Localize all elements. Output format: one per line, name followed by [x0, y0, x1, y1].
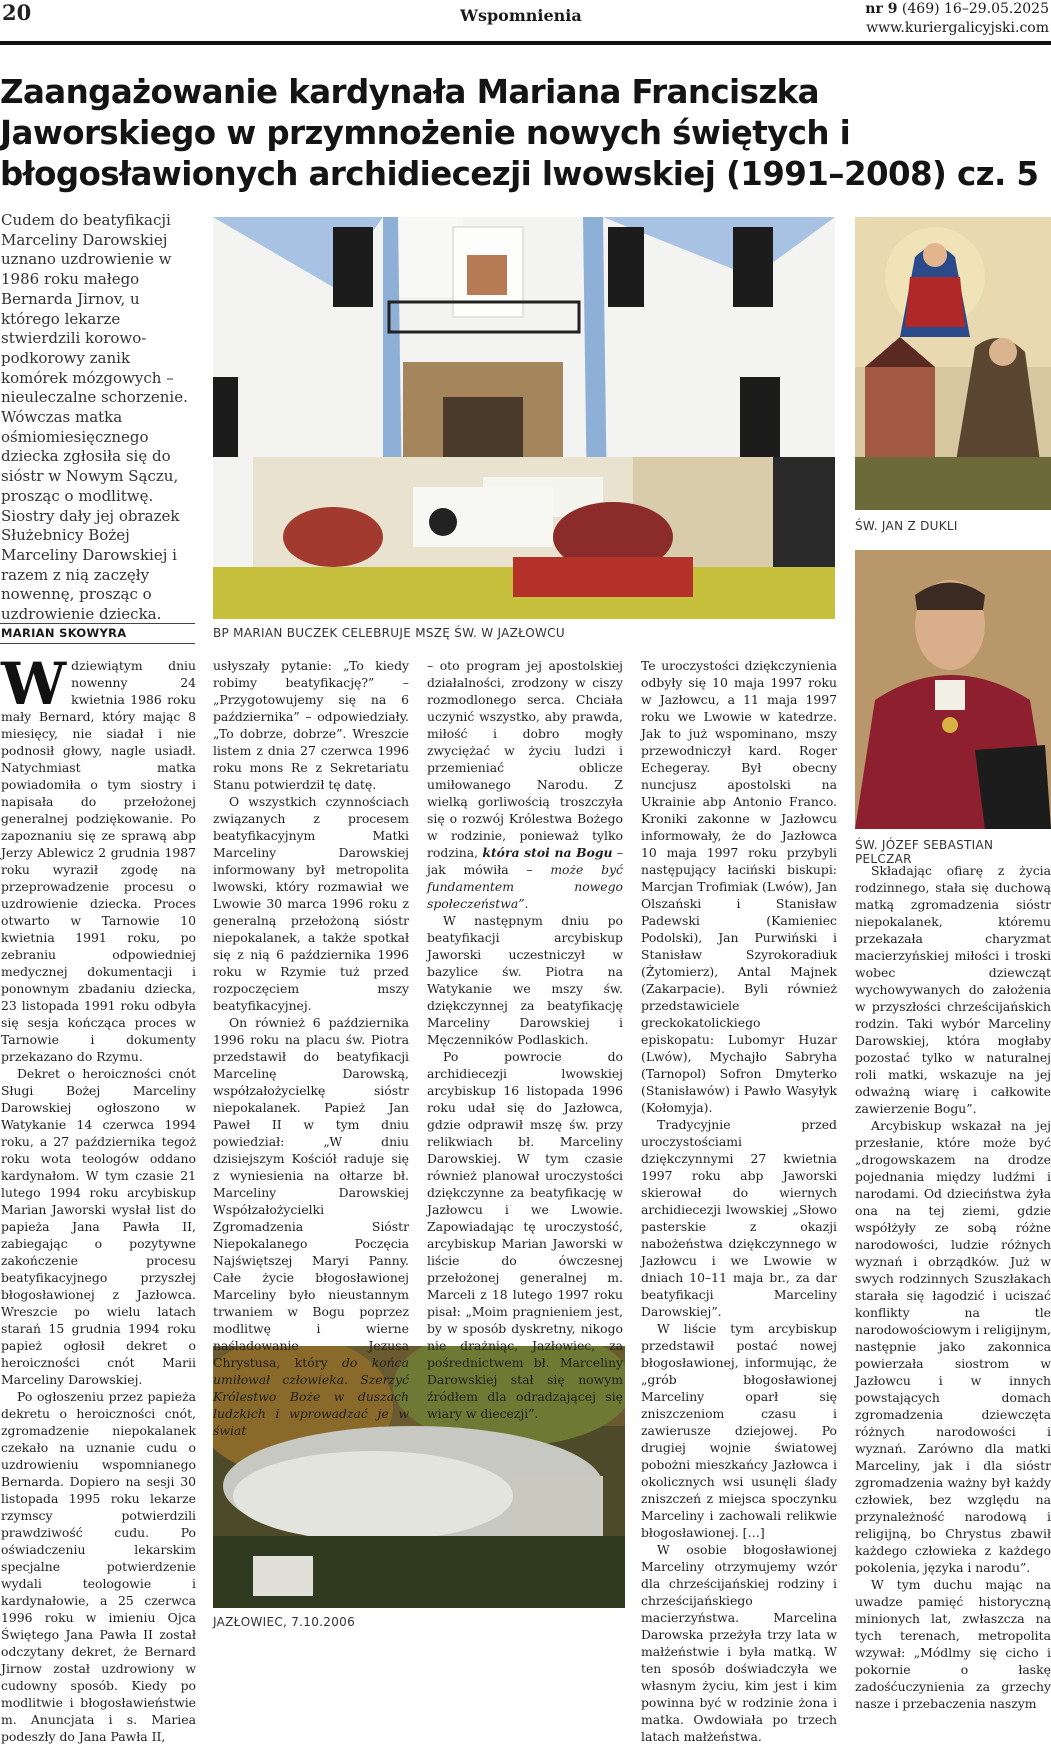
section-name: Wspomnienia — [460, 6, 582, 25]
main-photo-mass-jazlowiec — [213, 217, 835, 619]
photo-jan-z-dukli — [855, 217, 1051, 510]
website-link[interactable]: www.kuriergalicyjski.com — [866, 20, 1049, 36]
col3-paragraph-2: W następnym dniu po beatyfikacji arcybiskup Jaworski uczestniczył w bazylice św. Piotra na Watykanie we mszy św. dziękczynnej za beatyfikację Marceliny Darowskiej i Męczenników Podlaskich. — [427, 913, 623, 1047]
col3-quote-bold: która stoi na Bogu — [482, 845, 613, 860]
col1-paragraph-3: Po ogłoszeniu przez papieża dekretu o heroiczności cnót, zgromadzenie niepokalanek czekało na uznanie cudu o uzdrowieniu wspomnianego Bernarda. Dopiero na sesji 30 listopada 1995 roku lekarze rzymscy potwierdzili prawdziwość cudu. Po oświadczeniu lekarskim specjalne potwierdzenie wydali teologowie i kardynałowie, a 25 czerwca 1996 roku w imieniu Ojca Świętego Jana Pawła II został odczytany dekret, że Bernard Jirnow został uzdrowiony w cudowny sposób. Kiedy po modlitwie i błogosławieństwie m. Anuncjata i s. Mariea podeszły do Jana Pawła II, — [1, 1389, 196, 1744]
drop-cap: W — [1, 650, 67, 718]
header-rule — [0, 41, 1051, 45]
issue-info — [865, 0, 1049, 38]
issue-number: nr 9 — [865, 1, 898, 17]
caption-crowd-photo: JAZŁOWIEC, 7.10.2006 — [213, 1615, 356, 1629]
article-title: Zaangażowanie kardynała Mariana Franciszka Jaworskiego w przymnożenie nowych świętych i błogosławionych archidiecezji lwowskiej (1991–2008) cz. 5 — [0, 73, 1039, 193]
col4-paragraph-2: Tradycyjnie przed uroczystościami dziękczynnymi 27 kwietnia 1997 roku abp Jaworski skierował do wiernych archidiecezji lwowskiej „Słowo pasterskie z okazji nabożeństwa dziękczynnego w Jazłowcu i we Lwowie w dniach 10–11 maja br., za dar beatyfikacji Marceliny Darowskiej”. — [641, 1117, 837, 1319]
col5-paragraph-2: Arcybiskup wskazał na jej przesłanie, które może być „drogowskazem na drodze pojednania między ludźmi i narodami. Od dzieciństwa żyła ona na tej ziemi, gdzie współżyły ze sobą różne narodowości, ludzie różnych wyznań i obrządków. Już w swych rodzinnych Szuszłakach starała się łagodzić i uciszać konflikty na tle narodowościowym i religijnym, następnie jako zakonnica powierzała siostrom w Jazłowcu i w innych powstających domach zgromadzenia dziewczęta różnych narodowości i wyznań. Zarówno dla matki Marceliny, jak i dla sióstr zgromadzenia ważny był każdy człowiek, bez względu na przynależność narodową i religijną, bo Chrystus zbawił każdego człowieka z każdego pokolenia, języka i narodu”. — [855, 1118, 1051, 1575]
caption-jozef-pelczar: ŚW. JÓZEF SEBASTIAN PELCZAR — [855, 838, 994, 866]
col5-paragraph-1: Składając ofiarę z życia rodzinnego, stała się duchową matką zgromadzenia sióstr niepokalanek, któremu przekazała charyzmat macierzyńskiej miłości i troski wobec dziewcząt wychowywanych do założenia w przyszłości chrześcijańskich rodzin. Taki wybór Marceliny Darowskiej, która mogłaby pozostać tylko w naturalnej roli matki, wskazuje na jej odważną wiarę i całkowite zawierzenie Bogu”. — [855, 863, 1051, 1116]
body-column-4 — [641, 657, 837, 1745]
col5-paragraph-3: W tym duchu mając na uwadze pamięć historyczną minionych lat, zwłaszcza na tych terenach, metropolita wzywał: „Módlmy się cicho i pokornie o łaskę zadośćuczynienia za grzechy nasze i przebaczenia naszym — [855, 1577, 1051, 1711]
col3-paragraph-1-mid: – jak mówiła – — [427, 845, 623, 877]
painting-jan-z-dukli — [855, 217, 1051, 510]
col1-paragraph-2: Dekret o heroiczności cnót Sługi Bożej Marceliny Darowskiej ogłoszono w Watykanie 14 czerwca 1994 roku, a 27 października tegoż roku wota teologów oddano kardynałom. W tym czasie 21 lutego 1994 roku arcybiskup Marian Jaworski wysłał list do papieża Jana Pawła II, zabiegając o pozytywne zakończenie procesu beatyfikacyjnego przyszłej błogosławionej z Jazłowca. Wreszcie po wielu latach starań 15 grudnia 1994 roku papież ogłosił dekret o heroiczności cnót Marii Marceliny Darowskiej. — [1, 1066, 196, 1387]
col2-paragraph-3-italic: do końca umiłował człowieka. Szerzyć Królestwo Boże w duszach ludzkich i wprowadzać je w świat — [213, 1355, 409, 1438]
author-rule-top — [0, 623, 195, 624]
issue-dates: (469) 16–29.05.2025 — [897, 1, 1049, 17]
painting-jozef-pelczar — [855, 550, 1051, 829]
col1-paragraph-1: dziewiątym dniu nowenny 24 kwietnia 1986 roku mały Bernard, który mając 8 miesięcy, nie siadał i nie podnosił głowy, nagle usiadł. Natychmiast matka powiadomiła o tym siostry i napisała do przełożonej generalnej podziękowanie. Po zapoznaniu się ze sprawą abp Jerzy Ablewicz 2 grudnia 1987 roku wyraził zgodę na przeprowadzenie procesu o uzdrowienie dziecka. Proces otwarto w Tarnowie 10 kwietnia 1991 roku, po zebraniu odpowiedniej medycznej dokumentacji i ponownym zbadaniu dziecka, 23 listopada 1991 roku odbyła się sesja kończąca proces w Tarnowie i dokumenty przekazano do Rzymu. — [1, 658, 196, 1064]
article-lead: Cudem do beatyfikacji Marceliny Darowskiej uznano uzdrowienie w 1986 roku małego Bernarda Jirnov, u którego lekarze stwierdzili korowo-podkorowy zanik komórek mózgowych – nieuleczalne schorzenie. Wówczas matka ośmiomiesięcznego dziecka zgłosiła się do sióstr w Nowym Sączu, prosząc o modlitwę. Siostry dały jej obrazek Służebnicy Bożej Marceliny Darowskiej i razem z nią zaczęły nowennę, prosząc o uzdrowienie dziecka. — [1, 211, 188, 624]
col2-paragraph-3: On również 6 października 1996 roku na placu św. Piotra przedstawił do beatyfikacji Marcelinę Darowską, współzałożycielkę sióstr niepokalanek. Papież Jan Paweł II w tym dniu powiedział: „W dniu dzisiejszym Kościół raduje się z wyniesienia na ołtarze bł. Marceliny Darowskiej Współzałożycielki Zgromadzenia Sióstr Niepokalanego Poczęcia Najświętszej Maryi Panny. Całe życie błogosławionej Marceliny było nieustannym trwaniem w Bogu poprzez modlitwę i wierne naśladowanie Jezusa Chrystusa, który — [213, 1015, 409, 1370]
col4-paragraph-1: Te uroczystości dziękczynienia odbyły się 10 maja 1997 roku w Jazłowcu, a 11 maja 1997 roku we Lwowie w katedrze. Jak to już wspominano, mszy przewodniczył kard. Roger Echegeray. Był obecny nuncjusz apostolski na Ukrainie abp Antonio Franco. Kroniki zakonne w Jazłowcu informowały, że do Jazłowca 10 maja 1997 roku przybyli następujący łaciński biskupi: Marcjan Trofimiak (Lwów), Jan Olszański i Stanisław Padewski (Kamieniec Podolski), Jan Purwiński i Stanisław Szyrokoradiuk (Żytomierz), Antal Majnek (Zakarpacie). Byli również przedstawiciele greckokatolickiego episkopatu: Lubomyr Huzar (Lwów), Mychajło Sabryha (Tarnopol) Sofron Dmyterko (Stanisławów) i Pawło Wasyłyk (Kołomyja). — [641, 658, 837, 1115]
caption-main-photo: BP MARIAN BUCZEK CELEBRUJE MSZĘ ŚW. W JAZŁOWCU — [213, 626, 565, 640]
col2-paragraph-1: usłyszały pytanie: „To kiedy robimy beatyfikację?” – „Przygotowujemy się na 6 października” – odpowiedziały. „To dobrze, dobrze”. Wreszcie listem z dnia 27 czerwca 1996 roku mons Re z Sekretariatu Stanu potwierdził tę datę. — [213, 658, 409, 792]
page-number: 20 — [2, 0, 32, 25]
author-rule-bottom — [0, 643, 195, 644]
col3-quote-italic: może być fundamentem nowego społeczeństwa”. — [427, 862, 623, 911]
col3-paragraph-3: Po powrocie do archidiecezji lwowskiej arcybiskup 16 listopada 1996 roku udał się do Jazłowca, gdzie odprawił mszę św. przy relikwiach bł. Marceliny Darowskiej. W tym czasie również planował uroczystości dziękczynne za beatyfikację w Jazłowcu i we Lwowie. Zapowiadając tę uroczystość, arcybiskup Marian Jaworski w liście do ówczesnej przełożonej generalnej m. Marceli z 18 lutego 1997 roku pisał: „Moim pragnieniem jest, by w sposób dyskretny, nikogo nie drażniąc, Jazłowiec, za pośrednictwem bł. Marceliny Darowskiej stał się nowym źródłem dla odradzającej się wiary w diecezji”. — [427, 1049, 623, 1421]
col4-paragraph-4: W osobie błogosławionej Marceliny otrzymujemy wzór dla chrześcijańskiej rodziny i chrześcijańskiego macierzyństwa. Marcelina Darowska przeżyła trzy lata w małżeństwie i była matką. W ten sposób doświadczyła we własnym życiu, kim jest i kim powinna być w rodzinie żona i matka. Owdowiała po trzech latach małżeństwa. — [641, 1542, 837, 1744]
body-column-2 — [213, 657, 409, 1439]
issue-line — [865, 0, 1049, 19]
article-author: MARIAN SKOWYRA — [1, 626, 127, 640]
caption-jan-z-dukli: ŚW. JAN Z DUKLI — [855, 519, 958, 533]
col2-paragraph-2: O wszystkich czynnościach związanych z procesem beatyfikacyjnym Matki Marceliny Darowskiej informowany był metropolita lwowski, który rozmawiał we Lwowie 30 marca 1996 roku z generalną przełożoną sióstr niepokalanek, a także spotkał się z nią 6 października 1996 roku w Rzymie tuż przed rozpoczęciem mszy beatyfikacyjnej. — [213, 794, 409, 1013]
col4-paragraph-3: W liście tym arcybiskup przedstawił postać nowej błogosławionej, informując, że „grób błogosławionej Marceliny oparł się zniszczeniom czasu i zawierusze dziejowej. Po drugiej wojnie światowej pobożni mieszkańcy Jazłowca i okolicznych wsi usunęli ślady zniszczeń z miejsca spoczynku Marceliny i zachowali relikwie błogosławionej. […] — [641, 1321, 837, 1540]
main-photo-illustration — [213, 217, 835, 619]
body-column-5 — [855, 862, 1051, 1712]
body-column-1 — [1, 650, 196, 1745]
col3-paragraph-1: – oto program jej apostolskiej działalności, zrodzony w ciszy rozmodlonego serca. Chciała uczynić wszystko, aby prawda, miłość i dobro mogły zwyciężać w życiu ludzi i przemieniać oblicze umiłowanego Narodu. Z wielką gorliwością troszczyła się o rozwój Królestwa Bożego w rodzinie, ponieważ tylko rodzina, — [427, 658, 623, 860]
photo-jozef-pelczar — [855, 550, 1051, 829]
body-column-3 — [427, 657, 623, 1422]
